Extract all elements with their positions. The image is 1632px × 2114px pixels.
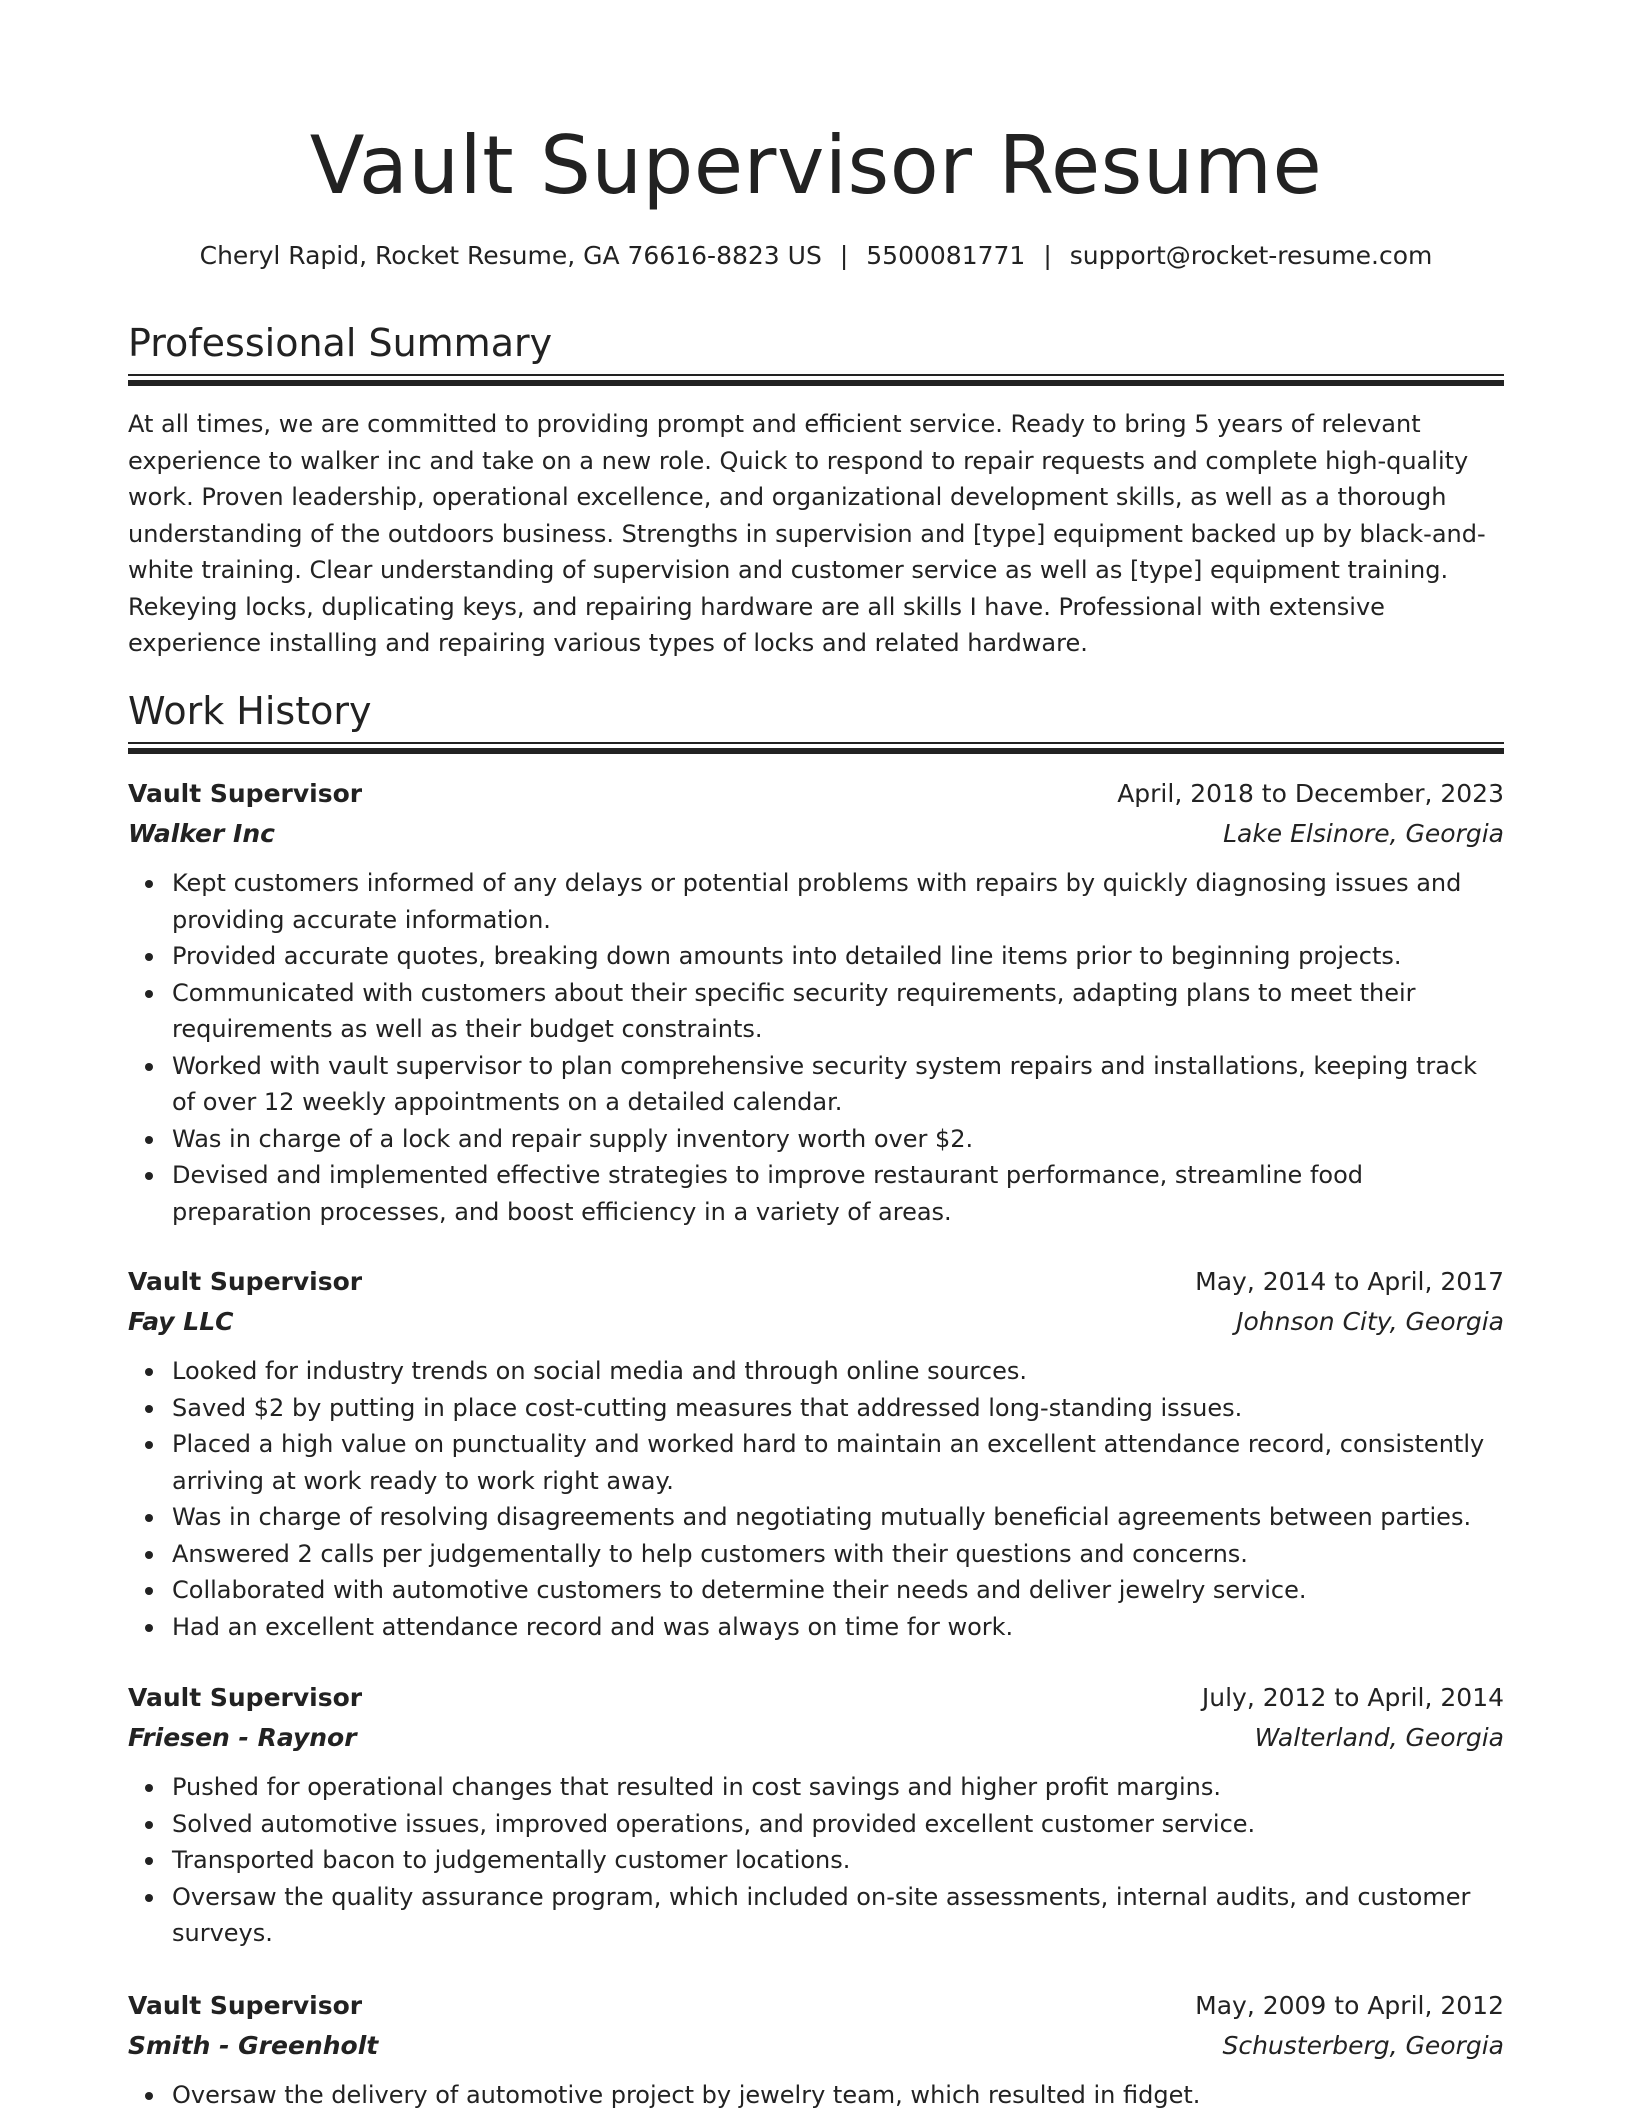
- summary-text: At all times, we are committed to providing prompt and efficient service. Ready to bring 5 years of relevant experience to walker inc and take on a new role. Quick to respond to repair requests and complete high-quality work. Proven leadership, operational excellence, and organizational development skills, as well as a thorough understanding of the outdoors business. Strengths in supervision and [type] equipment backed up by black-and-white training. Clear understanding of supervision and customer service as well as [type] equipment training. Rekeying locks, duplicating keys, and repairing hardware are all skills I have. Professional with extensive experience installing and repairing various types of locks and related hardware.: [128, 410, 1486, 657]
- contact-line: [128, 238, 1504, 274]
- job-entry: [128, 1262, 1504, 1645]
- job-bullet: Placed a high value on punctuality and worked hard to maintain an excellent attendance record, consistently arriving at work ready to work right away.: [128, 1426, 1504, 1499]
- job-company: Walker Inc: [128, 819, 275, 848]
- section-divider: [128, 374, 1504, 386]
- job-bullet-list: [128, 1769, 1504, 1952]
- contact-email: support@rocket-resume.com: [1069, 241, 1433, 270]
- contact-address: Cheryl Rapid, Rocket Resume, GA 76616-8823 US: [199, 241, 822, 270]
- job-location: Walterland, Georgia: [1254, 1723, 1504, 1752]
- job-bullet: Provided accurate quotes, breaking down amounts into detailed line items prior to beginning projects.: [128, 938, 1504, 975]
- job-title: Vault Supervisor: [128, 779, 363, 808]
- job-title: Vault Supervisor: [128, 1683, 363, 1712]
- resume-title: Vault Supervisor Resume: [309, 119, 1323, 212]
- job-bullet: Transported bacon to judgementally customer locations.: [128, 1842, 1504, 1879]
- job-bullet: Collaborated with automotive customers to determine their needs and deliver jewelry service.: [128, 1572, 1504, 1609]
- job-bullet: Saved $2 by putting in place cost-cutting measures that addressed long-standing issues.: [128, 1390, 1504, 1427]
- job-bullet: Looked for industry trends on social media and through online sources.: [128, 1353, 1504, 1390]
- job-bullet: Solved automotive issues, improved operations, and provided excellent customer service.: [128, 1806, 1504, 1843]
- section-heading-work-history: Work History: [128, 689, 372, 733]
- job-company: Friesen - Raynor: [128, 1723, 357, 1752]
- job-location: Johnson City, Georgia: [1236, 1307, 1504, 1336]
- job-dates: May, 2014 to April, 2017: [1195, 1267, 1504, 1296]
- job-company: Smith - Greenholt: [128, 2031, 379, 2060]
- job-bullet-list: [128, 1353, 1504, 1645]
- job-entry: [128, 1678, 1504, 1952]
- job-bullet: Worked with vault supervisor to plan comprehensive security system repairs and installations, keeping track of over 12 weekly appointments on a detailed calendar.: [128, 1048, 1504, 1121]
- job-bullet-list: [128, 865, 1504, 1230]
- job-location: Schusterberg, Georgia: [1222, 2031, 1504, 2060]
- job-company: Fay LLC: [128, 1307, 234, 1336]
- job-dates: July, 2012 to April, 2014: [1201, 1683, 1504, 1712]
- job-bullet: Pushed for operational changes that resulted in cost savings and higher profit margins.: [128, 1769, 1504, 1806]
- job-bullet: Devised and implemented effective strategies to improve restaurant performance, streamline food preparation processes, and boost efficiency in a variety of areas.: [128, 1157, 1504, 1230]
- job-entry: [128, 774, 1504, 1230]
- job-bullet: Answered 2 calls per judgementally to help customers with their questions and concerns.: [128, 1536, 1504, 1573]
- contact-separator: |: [839, 241, 849, 270]
- job-bullet: Was in charge of resolving disagreements and negotiating mutually beneficial agreements between parties.: [128, 1499, 1504, 1536]
- job-bullet: Oversaw the quality assurance program, which included on-site assessments, internal audits, and customer surveys.: [128, 1879, 1504, 1952]
- job-title: Vault Supervisor: [128, 1267, 363, 1296]
- contact-phone: 5500081771: [866, 241, 1026, 270]
- job-dates: May, 2009 to April, 2012: [1195, 1991, 1504, 2020]
- section-divider: [128, 742, 1504, 754]
- job-entry: [128, 1986, 1504, 2114]
- job-bullet: Was in charge of a lock and repair supply inventory worth over $2.: [128, 1121, 1504, 1158]
- section-heading-summary: Professional Summary: [128, 321, 553, 365]
- job-bullet-list: [128, 2077, 1504, 2114]
- contact-separator: |: [1043, 241, 1052, 270]
- job-bullet: Communicated with customers about their specific security requirements, adapting plans to meet their requirements as well as their budget constraints.: [128, 975, 1504, 1048]
- job-bullet: Kept customers informed of any delays or potential problems with repairs by quickly diagnosing issues and providing accurate information.: [128, 865, 1504, 938]
- job-bullet: Had an excellent attendance record and was always on time for work.: [128, 1609, 1504, 1646]
- job-bullet: Oversaw the delivery of automotive project by jewelry team, which resulted in fidget.: [128, 2077, 1504, 2114]
- job-title: Vault Supervisor: [128, 1991, 363, 2020]
- job-location: Lake Elsinore, Georgia: [1223, 819, 1504, 848]
- job-dates: April, 2018 to December, 2023: [1117, 779, 1504, 808]
